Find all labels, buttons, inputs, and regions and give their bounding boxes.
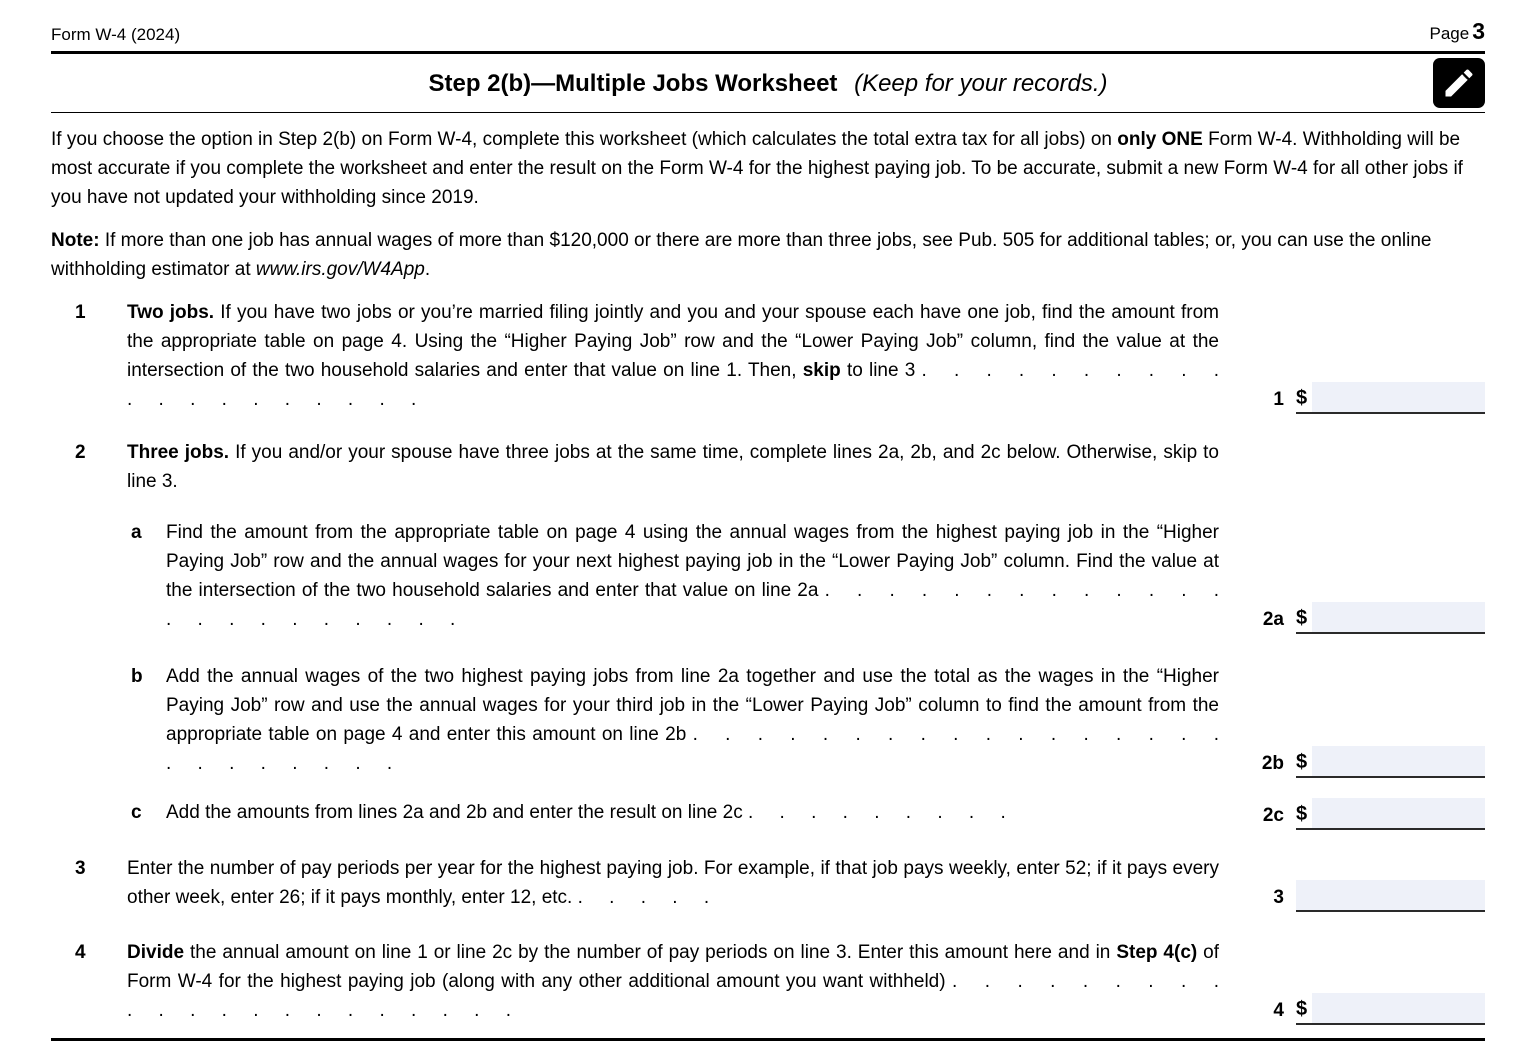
line-1-entry-label: 1 [1273, 389, 1284, 410]
worksheet-line-2b [51, 662, 1485, 778]
line-4-number: 4 [75, 942, 86, 963]
line-2b-amount-field[interactable] [1312, 746, 1485, 776]
line-2b-amount-area [1219, 662, 1485, 778]
pencil-icon [1433, 58, 1485, 108]
dot-leader: . . . . . [577, 887, 710, 908]
worksheet-line-3 [51, 854, 1485, 912]
line-3-entry [1296, 880, 1485, 912]
dot-leader: . . . . . . . . . [747, 802, 1006, 823]
note-text: . [424, 259, 431, 280]
line-3-description [127, 854, 1219, 912]
line-2a-amount-field[interactable] [1312, 602, 1485, 632]
line-2c-description [166, 798, 1219, 827]
line-2b-letter: b [131, 666, 143, 687]
line-2c-entry-label: 2c [1262, 805, 1284, 826]
note-label: Note: [51, 230, 100, 251]
line-3-text: Enter the number of pay periods per year for the highest paying job. For example, if that job pays weekly, enter 52; if it pays every other week, enter 26; if it pays monthly, enter 12, etc. [127, 858, 1219, 908]
line-2a-description [166, 518, 1219, 634]
line-2c-amount-area [1219, 798, 1485, 830]
line-3-amount-field[interactable] [1296, 880, 1485, 910]
dollar-sign: $ [1296, 803, 1308, 825]
line-2b-text: Add the annual wages of the two highest paying jobs from line 2a together and use the total as the wages in the “Higher Paying Job” row and use the annual wages for your third job in the “Lower Paying Job” column to find the amount from the appropriate table on page 4 and enter this amount on line 2b [166, 666, 1219, 745]
dollar-sign: $ [1296, 751, 1308, 773]
line-1-text: to line 3 [840, 360, 916, 381]
line-1-number: 1 [75, 302, 86, 323]
line-4-entry [1296, 993, 1485, 1025]
intro-text: If you choose the option in Step 2(b) on Form W-4, complete this worksheet (which calculates the total extra tax for all jobs) on [51, 129, 1118, 150]
line-4-text-bold: Step 4(c) [1116, 942, 1198, 963]
dot-leader: . . . . . . . . . . . . . . . . . . . . . . . . . [166, 724, 1219, 774]
line-2b-entry-label: 2b [1261, 753, 1284, 774]
line-2-number: 2 [75, 442, 86, 463]
line-1-heading: Two jobs. [127, 302, 215, 323]
note-text: If more than one job has annual wages of more than $120,000 or there are more than three jobs, see Pub. 505 for additional tables; or, you can use the online withholding estimator at [51, 230, 1432, 280]
note-paragraph [51, 226, 1485, 284]
line-4-text: of Form W-4 for the highest paying job (along with any other additional amount you want withheld) [127, 942, 1219, 992]
line-3-entry-label: 3 [1273, 887, 1284, 908]
worksheet-line-2c [51, 798, 1485, 830]
line-4-amount-area [1219, 938, 1485, 1025]
line-2a-letter: a [131, 522, 142, 543]
line-2a-amount-area [1219, 518, 1485, 634]
line-1-description [127, 298, 1219, 414]
dot-leader: . . . . . . . . . . . . . . . . . . . . [127, 360, 1219, 410]
page-number: 3 [1472, 18, 1485, 44]
line-1-entry [1296, 382, 1485, 414]
line-4-description [127, 938, 1219, 1025]
line-2c-text: Add the amounts from lines 2a and 2b and enter the result on line 2c [166, 802, 743, 823]
line-4-amount-field[interactable] [1312, 993, 1485, 1023]
worksheet-title: Step 2(b)—Multiple Jobs Worksheet [428, 70, 838, 97]
worksheet-line-4 [51, 938, 1485, 1025]
worksheet-title-band [51, 54, 1485, 112]
estimator-url: www.irs.gov/W4App [255, 259, 425, 280]
dollar-sign: $ [1296, 387, 1308, 409]
line-2a-entry-label: 2a [1262, 609, 1284, 630]
line-1-amount-area [1219, 298, 1485, 414]
dot-leader: . . . . . . . . . . . . . . . . . . . . . . [127, 971, 1219, 1021]
line-3-number: 3 [75, 858, 86, 879]
worksheet-line-2a [51, 518, 1485, 634]
line-3-amount-area [1219, 854, 1485, 912]
line-2-text: If you and/or your spouse have three jobs at the same time, complete lines 2a, 2b, and 2c below. Otherwise, skip to line 3. [127, 442, 1219, 492]
line-2-description [127, 438, 1219, 496]
page-header [51, 18, 1485, 51]
page-bottom-divider [51, 1038, 1485, 1041]
line-2c-letter: c [131, 802, 142, 823]
line-4-heading: Divide [127, 942, 185, 963]
page-word: Page [1429, 24, 1470, 43]
worksheet-subtitle: (Keep for your records.) [854, 70, 1108, 97]
line-2b-entry [1296, 746, 1485, 778]
line-1-amount-field[interactable] [1312, 382, 1485, 412]
line-2-heading: Three jobs. [127, 442, 230, 463]
line-2a-entry [1296, 602, 1485, 634]
intro-paragraph [51, 125, 1485, 212]
line-4-entry-label: 4 [1273, 1000, 1284, 1021]
page-indicator [1430, 18, 1486, 45]
worksheet-line-2 [51, 438, 1485, 496]
intro-text-bold: only ONE [1117, 129, 1203, 150]
dot-leader: . . . . . . . . . . . . . . . . . . . . . . . [166, 580, 1219, 630]
line-4-text: the annual amount on line 1 or line 2c by the number of pay periods on line 3. Enter this amount here and in [184, 942, 1117, 963]
line-2a-text: Find the amount from the appropriate table on page 4 using the annual wages from the highest paying job in the “Higher Paying Job” row and the annual wages for your next highest paying job in the “Lower Paying Job” column. Find the value at the intersection of the two household salaries and enter that value on line 2a [166, 522, 1219, 601]
form-identifier: Form W-4 (2024) [51, 25, 181, 44]
line-2c-amount-field[interactable] [1312, 798, 1485, 828]
line-2b-description [166, 662, 1219, 778]
line-2-amount-area [1219, 438, 1485, 496]
dollar-sign: $ [1296, 998, 1308, 1020]
line-1-text: If you have two jobs or you’re married filing jointly and you and your spouse each have one job, find the amount from the appropriate table on page 4. Using the “Higher Paying Job” row and the “Lower Paying Job” column, find the value at the intersection of the two household salaries and enter that value on line 1. Then, [127, 302, 1219, 381]
intro-text: Form W-4. Withholding will be most accurate if you complete the worksheet and enter the result on the Form W-4 for the highest paying job. To be accurate, submit a new Form W-4 for all other jobs if you have not updated your withholding since 2019. [51, 129, 1463, 208]
dollar-sign: $ [1296, 607, 1308, 629]
line-2c-entry [1296, 798, 1485, 830]
line-1-text-bold: skip [802, 360, 841, 381]
title-divider [51, 112, 1485, 113]
worksheet-line-1 [51, 298, 1485, 414]
